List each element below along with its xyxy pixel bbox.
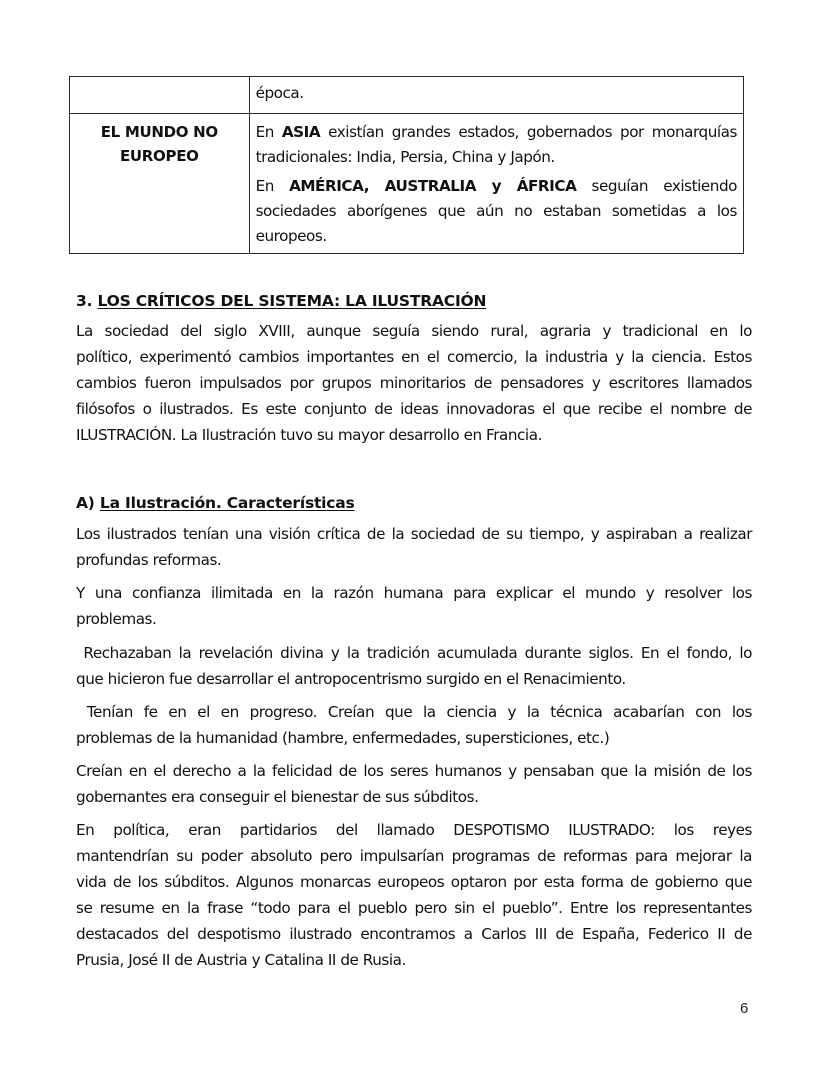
paragraph-despotism: En política, eran partidarios del llamado DESPOTISMO ILUSTRADO: los reyes mantendrían su poder absoluto pero impulsarían programas de reformas para mejorar la vida de los súbditos. Algunos monarcas europeos optaron por esta forma de gobierno que se resume en la frase “todo para el pueblo pero sin el pueblo”. Entre los representantes destacados del despotismo ilustrado encontramos a Carlos III de España, Federico II de Prusia, José II de Austria y Catalina II de Rusia. <box>76 821 752 969</box>
asia-paragraph: En ASIA existían grandes estados, gobernados por monarquías tradicionales: India, Persia, China y Japón. <box>255 123 737 166</box>
paragraph-happiness: Creían en el derecho a la felicidad de los seres humanos y pensaban que la misión de los gobernantes era conseguir el bienestar de sus súbditos. <box>76 762 752 806</box>
table-row <box>70 77 744 114</box>
page-number: 6 <box>740 1000 749 1017</box>
america-paragraph: En AMÉRICA, AUSTRALIA y ÁFRICA seguían existiendo sociedades aborígenes que aún no estaban sometidas a los europeos. <box>255 177 737 245</box>
intro-paragraph: La sociedad del siglo XVIII, aunque seguía siendo rural, agraria y tradicional en lo político, experimentó cambios importantes en el comercio, la industria y la ciencia. Estos cambios fueron impulsados por grupos minoritarios de pensadores y escritores llamados filósofos o ilustrados. Es este conjunto de ideas innovadoras el que recibe el nombre de ILUSTRACIÓN. La Ilustración tuvo su mayor desarrollo en Francia. <box>76 322 752 444</box>
section-title: LOS CRÍTICOS DEL SISTEMA: LA ILUSTRACIÓN <box>97 292 487 310</box>
table-content-cell <box>249 77 743 114</box>
table-cell-text: época. <box>255 84 304 102</box>
section-heading: 3. LOS CRÍTICOS DEL SISTEMA: LA ILUSTRACIÓN <box>76 292 487 310</box>
paragraph-revelation: Rechazaban la revelación divina y la tradición acumulada durante siglos. En el fondo, lo que hicieron fue desarrollar el antropocentrismo surgido en el Renacimiento. <box>76 644 752 688</box>
paragraph-reason: Y una confianza ilimitada en la razón humana para explicar el mundo y resolver los problemas. <box>76 584 752 628</box>
subsection-heading: A) La Ilustración. Características <box>76 494 355 512</box>
table-content-cell <box>249 114 743 254</box>
subsection-title: La Ilustración. Características <box>99 494 355 512</box>
table-row <box>70 114 744 254</box>
paragraph-progress: Tenían fe en el en progreso. Creían que la ciencia y la técnica acabarían con los problemas de la humanidad (hambre, enfermedades, supersticiones, etc.) <box>76 703 752 747</box>
table-label-cell <box>70 77 250 114</box>
table-label-cell <box>70 114 250 254</box>
row-label: EL MUNDO NO EUROPEO <box>100 123 218 165</box>
world-table <box>69 76 744 254</box>
paragraph-critical-vision: Los ilustrados tenían una visión crítica de la sociedad de su tiempo, y aspiraban a realizar profundas reformas. <box>76 525 752 569</box>
